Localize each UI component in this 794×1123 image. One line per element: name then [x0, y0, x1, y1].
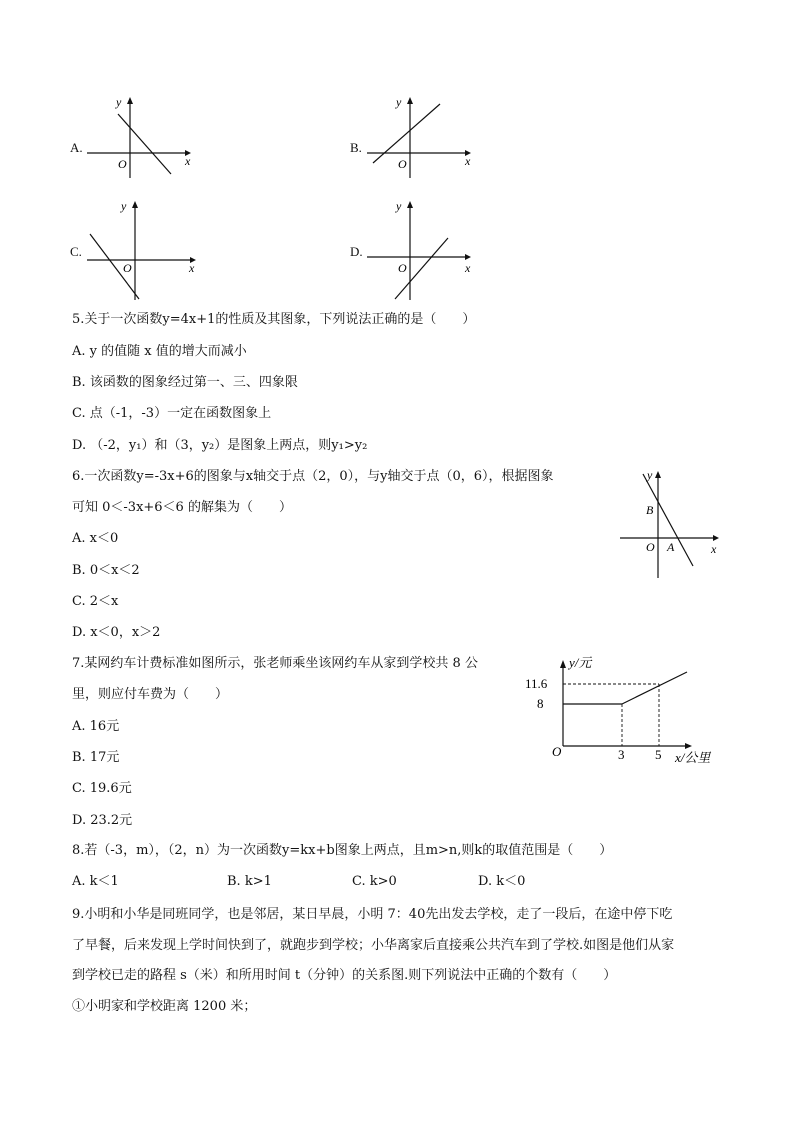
y-axis-label: y	[647, 468, 653, 482]
origin-label: O	[646, 540, 655, 554]
origin-label: O	[123, 261, 132, 275]
q4-option-c-graph	[85, 196, 205, 306]
q5-option-d: D. （-2，y₁）和（3，y₂）是图象上两点，则y₁>y₂	[72, 438, 368, 453]
xtick-5: 5	[655, 747, 662, 762]
q7-option-b: B. 17元	[72, 750, 120, 765]
xtick-3: 3	[618, 747, 625, 762]
origin-label: O	[398, 261, 407, 275]
q6-figure	[618, 466, 728, 581]
point-a-label: A	[667, 540, 675, 554]
q4-option-b-label: B.	[350, 140, 362, 155]
q8-option-c: C. k>0	[352, 874, 397, 889]
y-axis-label: y	[121, 199, 127, 213]
q7-option-c: C. 19.6元	[72, 781, 132, 796]
q8-option-a: A. k＜1	[72, 874, 119, 889]
x-axis-label: x	[185, 154, 191, 168]
x-axis-label: x	[465, 261, 471, 275]
q7-fare-graph	[525, 652, 725, 770]
q8-stem: 8.若（-3，m），（2，n）为一次函数y=kx+b图象上两点，且m>n,则k的取值范围是（ ）	[72, 843, 613, 858]
q9-line3: 到学校已走的路程 s（米）和所用时间 t（分钟）的关系图.则下列说法中正确的个数有（ ）	[72, 968, 617, 983]
y-axis-label: y	[116, 95, 122, 109]
q6-option-d: D. x＜0，x＞2	[72, 625, 161, 640]
q5-option-c: C. 点（-1，-3）一定在函数图象上	[72, 406, 272, 421]
q5-option-a: A. y 的值随 x 值的增大而减小	[72, 344, 247, 359]
q4-option-c-label: C.	[70, 244, 82, 259]
x-axis-label: x	[465, 154, 471, 168]
q5-option-b: B. 该函数的图象经过第一、三、四象限	[72, 375, 298, 390]
q7-stem-line2: 里，则应付车费为（ ）	[72, 687, 229, 702]
x-axis-label: x	[189, 261, 195, 275]
q9-item1: ①小明家和学校距离 1200 米；	[72, 999, 257, 1014]
y-axis-label: y	[396, 199, 402, 213]
q5-stem: 5.关于一次函数y=4x+1的性质及其图象，下列说法正确的是（ ）	[72, 312, 476, 327]
y-axis-label: y	[396, 95, 402, 109]
q6-stem-line2: 可知 0＜-3x+6＜6 的解集为（ ）	[72, 500, 292, 515]
origin-label: O	[118, 157, 127, 171]
q7-stem-line1: 7.某网约车计费标准如图所示，张老师乘坐该网约车从家到学校共 8 公	[72, 656, 478, 671]
q6-option-b: B. 0＜x＜2	[72, 563, 140, 578]
point-b-label: B	[646, 503, 654, 517]
y-axis-label: y/元	[569, 655, 592, 670]
q6-option-c: C. 2＜x	[72, 594, 119, 609]
q4-option-d-label: D.	[350, 244, 363, 259]
q6-option-a: A. x＜0	[72, 531, 119, 546]
q4-option-a-graph	[85, 92, 205, 182]
q4-option-a-label: A.	[70, 140, 83, 155]
ytick-11-6: 11.6	[525, 676, 548, 691]
q7-option-d: D. 23.2元	[72, 813, 133, 828]
ytick-8: 8	[537, 696, 544, 711]
q6-stem-line1: 6.一次函数y=-3x+6的图象与x轴交于点（2，0），与y轴交于点（0，6），根据图象	[72, 469, 554, 484]
q8-option-b: B. k>1	[227, 874, 272, 889]
q9-line2: 了早餐，后来发现上学时间快到了，就跑步到学校；小华离家后直接乘公共汽车到了学校.如图是他们从家	[72, 938, 675, 953]
q9-line1: 9.小明和小华是同班同学，也是邻居，某日早晨，小明 7：40先出发去学校，走了一段后，在途中停下吃	[72, 907, 673, 922]
q7-option-a: A. 16元	[72, 719, 120, 734]
origin-label: O	[398, 157, 407, 171]
x-axis-label: x	[711, 542, 717, 556]
q4-option-b-graph	[365, 92, 485, 182]
x-axis-label: x/公里	[675, 750, 711, 765]
origin-label: O	[552, 744, 562, 759]
q8-option-d: D. k＜0	[478, 874, 526, 889]
q4-option-d-graph	[365, 196, 485, 306]
